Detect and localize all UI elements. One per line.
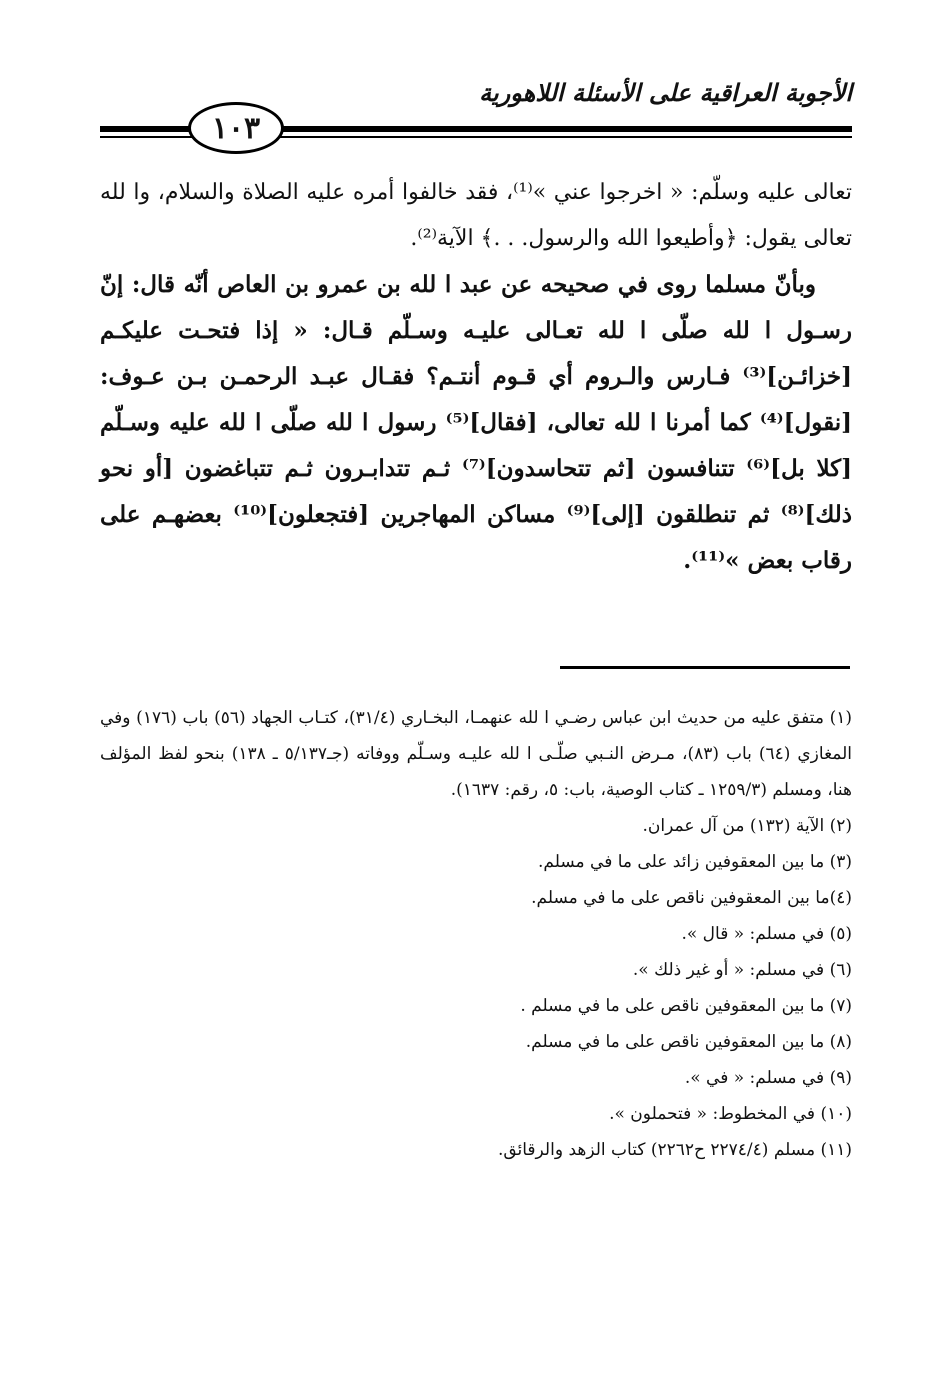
footnote-separator [560, 666, 850, 669]
footnote-5: (٥) في مسلم: « قال ». [681, 924, 852, 944]
running-title: الأجوبة العراقية على الأسئلة اللاهورية [479, 78, 852, 107]
footnote-7: (٧) ما بين المعقوفين ناقص على ما في مسلم . [520, 996, 852, 1016]
footnote-4: (٤)ما بين المعقوفين ناقص على ما في مسلم. [531, 888, 852, 908]
footnotes [100, 700, 852, 1168]
footnote-1: (١) متفق عليه من حديث ابن عباس رضـي ا لله عنهمـا، البخـاري (٣١/٤)، كتـاب الجهاد (٥٦) باب (١٧٦) وفي المغازي (٦٤) باب (٨٣)، مـرض النـبي صلّـى ا لله عليـه وسـلّم ووفاته (جـ٥/١٣٧ ـ ١٣٨) بنحو لفظ المؤلف هنا، ومسلم (١٢٥٩/٣ ـ كتاب الوصية، باب: ٥، رقم: ١٦٣٧). [100, 708, 853, 800]
body-paragraph-1: تعالى عليه وسلّم: « اخرجوا عني »⁽¹⁾، فقد خالفوا أمره عليه الصلاة والسلام، وا لله تعالى يقول: ﴿وأطيعوا الله والرسول. . .﴾ الآية⁽²⁾. [100, 180, 853, 251]
footnote-6: (٦) في مسلم: « أو غير ذلك ». [632, 960, 852, 980]
page-header [100, 72, 852, 162]
footnote-2: (٢) الآية (١٣٢) من آل عمران. [642, 816, 852, 836]
page-number: ١٠٣ [188, 102, 284, 154]
main-text [100, 170, 852, 584]
footnote-11: (١١) مسلم (٢٢٧٤/٤ ح٢٢٦٢) كتاب الزهد والرقائق. [497, 1140, 852, 1160]
footnote-10: (١٠) في المخطوط: « فتحملون ». [609, 1104, 852, 1124]
body-paragraph-2: وبأنّ مسلما روى في صحيحه عن عبد ا لله بن عمرو بن العاص أنّه قال: إنّ رسـول ا لله صلّى ا لله تعـالى عليـه وسـلّم قـال: « إذا فتحـت عليكـم [خزائـن]⁽³⁾ فـارس والـروم أي قـوم أنتـم؟ فقـال عبـد الرحمـن بـن عـوف: [نقول]⁽⁴⁾ كما أمرنا ا لله تعالى، [فقال]⁽⁵⁾ رسول ا لله صلّى ا لله عليه وسـلّم [كلا بل]⁽⁶⁾ تتنافسون [ثم تتحاسدون]⁽⁷⁾ ثـم تتدابـرون ثـم تتباغضون [أو نحو ذلك]⁽⁸⁾ ثم تنطلقون [إلى]⁽⁹⁾ مساكن المهاجرين [فتجعلون]⁽¹⁰⁾ بعضهـم على رقاب بعض »⁽¹¹⁾. [100, 271, 853, 574]
footnote-8: (٨) ما بين المعقوفين ناقص على ما في مسلم. [525, 1032, 852, 1052]
footnote-3: (٣) ما بين المعقوفين زائد على ما في مسلم. [538, 852, 852, 872]
footnote-9: (٩) في مسلم: « في ». [684, 1068, 852, 1088]
